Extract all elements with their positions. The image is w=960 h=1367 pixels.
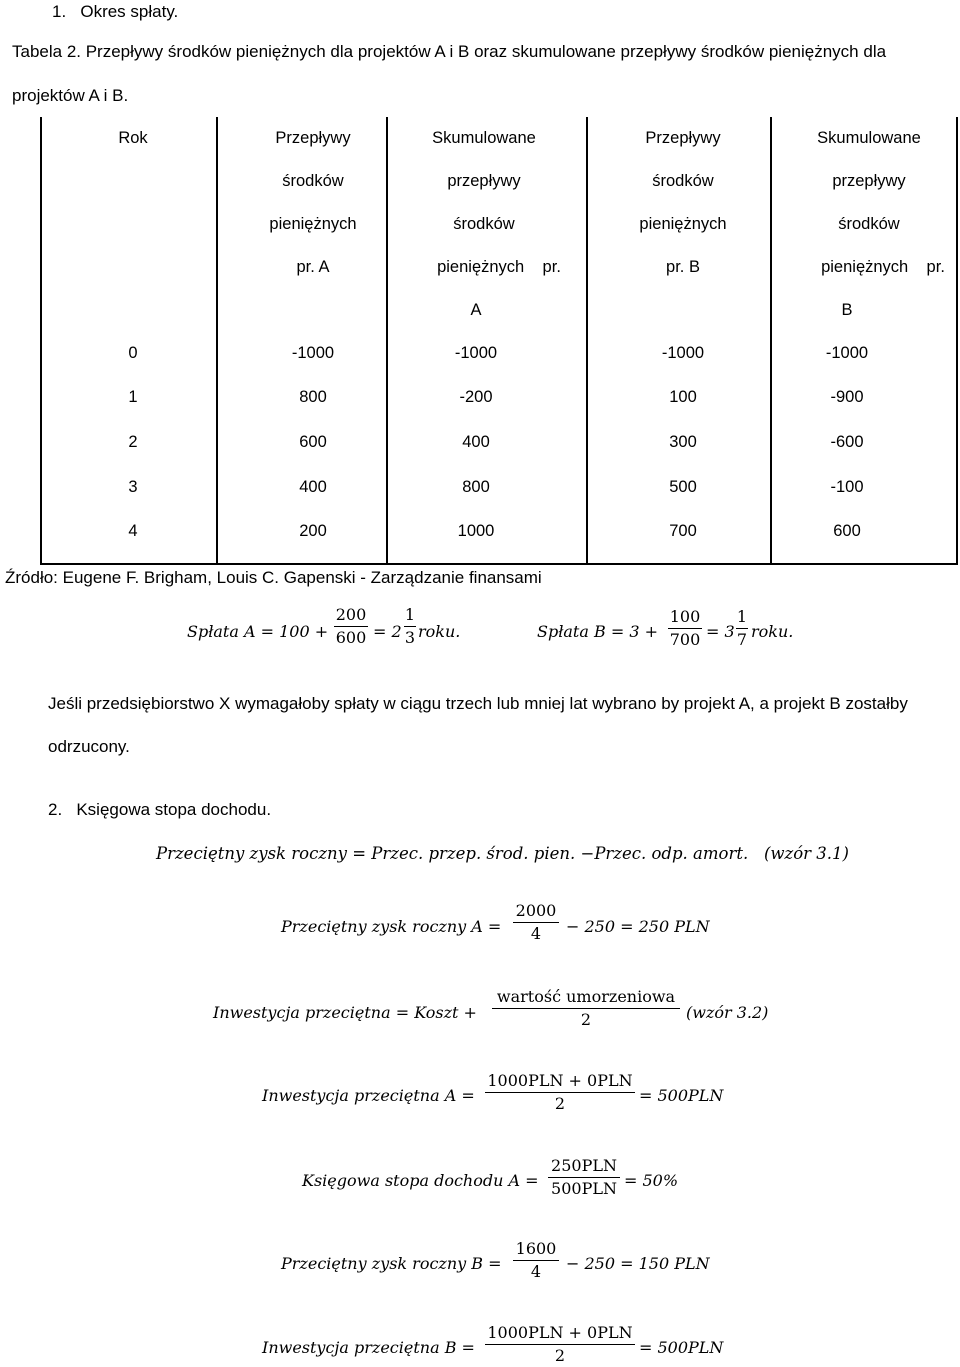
table-cell: -1000 [825, 344, 869, 362]
fraction-bar [492, 1008, 680, 1009]
conclusion-line-1: Jeśli przedsiębiorstwo X wymagałoby spłaty w ciągu trzech lub mniej lat wybrano by projekt A, a projekt B zostałby [48, 694, 908, 713]
inwestycja-a-lhs: Inwestycja przeciętna A = [262, 1086, 475, 1105]
table-border-left [40, 117, 42, 565]
table-cell: 2 [128, 433, 138, 451]
fraction-denominator: 600 [335, 628, 367, 647]
table-column-divider [586, 117, 588, 565]
section-heading-payback: 1. Okres spłaty. [52, 2, 179, 21]
formula-3-2-rhs: (wzór 3.2) [686, 1003, 769, 1022]
fraction-denominator: 4 [530, 924, 542, 943]
fraction-numerator: 1000PLN + 0PLN [487, 1323, 633, 1342]
payback-a-tail: roku. [418, 622, 461, 641]
table-cell: 400 [299, 478, 327, 496]
table-cell: 1 [128, 388, 138, 406]
cash-flow-table [40, 117, 958, 565]
inwestycja-a-rhs: = 500PLN [639, 1086, 724, 1105]
fraction-numerator: 1000PLN + 0PLN [487, 1071, 633, 1090]
zysk-a-fraction [513, 902, 559, 943]
fraction-bar [736, 628, 748, 629]
table-border-bottom [40, 563, 958, 565]
table-cell: 500 [669, 478, 697, 496]
fraction-numerator: 1 [736, 607, 748, 626]
zysk-b-lhs: Przeciętny zysk roczny B = [281, 1254, 502, 1273]
table-cell: 600 [833, 522, 861, 540]
payback-a-lhs: Spłata A = 100 + [187, 622, 329, 641]
payback-b-mixed-fraction [736, 608, 748, 649]
table-cell: -600 [830, 433, 864, 451]
fraction-numerator: 250PLN [551, 1156, 617, 1175]
table-cell: 600 [299, 433, 327, 451]
zysk-b-rhs: − 250 = 150 PLN [566, 1254, 710, 1273]
table-cell: 3 [128, 478, 138, 496]
header-cell: przepływy [447, 172, 521, 190]
fraction-bar [513, 1260, 559, 1261]
fraction-numerator: 1600 [515, 1239, 557, 1258]
fraction-denominator: 2 [554, 1346, 566, 1365]
table-cell: -200 [459, 388, 493, 406]
table-cell: 200 [299, 522, 327, 540]
ksiegowa-a-fraction [548, 1157, 620, 1198]
header-cell: B [841, 301, 853, 319]
header-cell: Skumulowane [432, 129, 536, 147]
table-cell: 100 [669, 388, 697, 406]
formula-3-2-lhs: Inwestycja przeciętna = Koszt + [213, 1003, 477, 1022]
table-cell: 800 [462, 478, 490, 496]
section-heading-accounting-rate: 2. Księgowa stopa dochodu. [48, 800, 272, 819]
fraction-denominator: 700 [669, 630, 701, 649]
header-cell: środków [838, 215, 900, 233]
table-cell: -1000 [661, 344, 705, 362]
fraction-bar [548, 1177, 620, 1178]
inwestycja-b-fraction [485, 1324, 635, 1365]
table-cell: 700 [669, 522, 697, 540]
fraction-numerator: 100 [669, 607, 701, 626]
payback-a-fraction [334, 606, 368, 647]
fraction-numerator: 2000 [515, 901, 557, 920]
inwestycja-a-fraction [485, 1072, 635, 1113]
header-cell: Przepływy [275, 129, 351, 147]
table-cell: -1000 [454, 344, 498, 362]
fraction-numerator: wartość umorzeniowa [496, 987, 676, 1006]
header-cell: pieniężnych pr. [821, 258, 945, 276]
fraction-bar [668, 628, 702, 629]
formula-3-2-fraction [492, 988, 680, 1029]
header-cell: Skumulowane [817, 129, 921, 147]
fraction-bar [485, 1092, 635, 1093]
header-cell: A [470, 301, 482, 319]
header-cell: pieniężnych [639, 215, 727, 233]
zysk-b-fraction [513, 1240, 559, 1281]
fraction-denominator: 500PLN [551, 1179, 617, 1198]
header-cell: pieniężnych [269, 215, 357, 233]
fraction-denominator: 2 [554, 1094, 566, 1113]
payback-a-eq: = 2 [373, 622, 402, 641]
table-cell: -1000 [291, 344, 335, 362]
payback-a-mixed-fraction [404, 606, 416, 647]
fraction-denominator: 7 [736, 630, 748, 649]
payback-b-lhs: Spłata B = 3 + [537, 622, 658, 641]
fraction-bar [485, 1344, 635, 1345]
table-cell: 400 [462, 433, 490, 451]
table-caption-line-1: Tabela 2. Przepływy środków pieniężnych dla projektów A i B oraz skumulowane przepływy środków pieniężnych dla [12, 42, 887, 61]
fraction-bar [513, 922, 559, 923]
zysk-a-lhs: Przeciętny zysk roczny A = [281, 917, 502, 936]
conclusion-line-2: odrzucony. [48, 737, 130, 756]
fraction-numerator: 1 [404, 605, 416, 624]
table-caption-line-2: projektów A i B. [12, 86, 129, 105]
ksiegowa-a-rhs: = 50% [624, 1171, 679, 1190]
table-cell: 800 [299, 388, 327, 406]
fraction-bar [404, 626, 416, 627]
formula-3-1: Przeciętny zysk roczny = Przec. przep. środ. pien. −Przec. odp. amort. (wzór 3.1) [156, 844, 849, 863]
fraction-numerator: 200 [335, 605, 367, 624]
ksiegowa-a-lhs: Księgowa stopa dochodu A = [302, 1171, 539, 1190]
fraction-denominator: 3 [404, 628, 416, 647]
header-rok: Rok [118, 129, 148, 147]
table-cell: 1000 [457, 522, 495, 540]
table-cell: 4 [128, 522, 138, 540]
header-cell: pr. B [666, 258, 700, 276]
table-cell: -900 [830, 388, 864, 406]
fraction-bar [334, 626, 368, 627]
header-cell: Przepływy [645, 129, 721, 147]
header-cell: środków [652, 172, 714, 190]
header-cell: przepływy [832, 172, 906, 190]
inwestycja-b-lhs: Inwestycja przeciętna B = [262, 1338, 475, 1357]
fraction-denominator: 2 [580, 1010, 592, 1029]
header-cell: środków [453, 215, 515, 233]
payback-b-fraction [668, 608, 702, 649]
table-border-right [956, 117, 958, 565]
table-cell: -100 [830, 478, 864, 496]
table-cell: 300 [669, 433, 697, 451]
header-cell: pr. A [296, 258, 330, 276]
inwestycja-b-rhs: = 500PLN [639, 1338, 724, 1357]
fraction-denominator: 4 [530, 1262, 542, 1281]
table-cell: 0 [128, 344, 138, 362]
payback-b-tail: roku. [751, 622, 794, 641]
payback-b-eq: = 3 [706, 622, 735, 641]
header-cell: pieniężnych pr. [437, 258, 561, 276]
zysk-a-rhs: − 250 = 250 PLN [566, 917, 710, 936]
table-source: Źródło: Eugene F. Brigham, Louis C. Gapenski - Zarządzanie finansami [5, 568, 542, 587]
header-cell: środków [282, 172, 344, 190]
